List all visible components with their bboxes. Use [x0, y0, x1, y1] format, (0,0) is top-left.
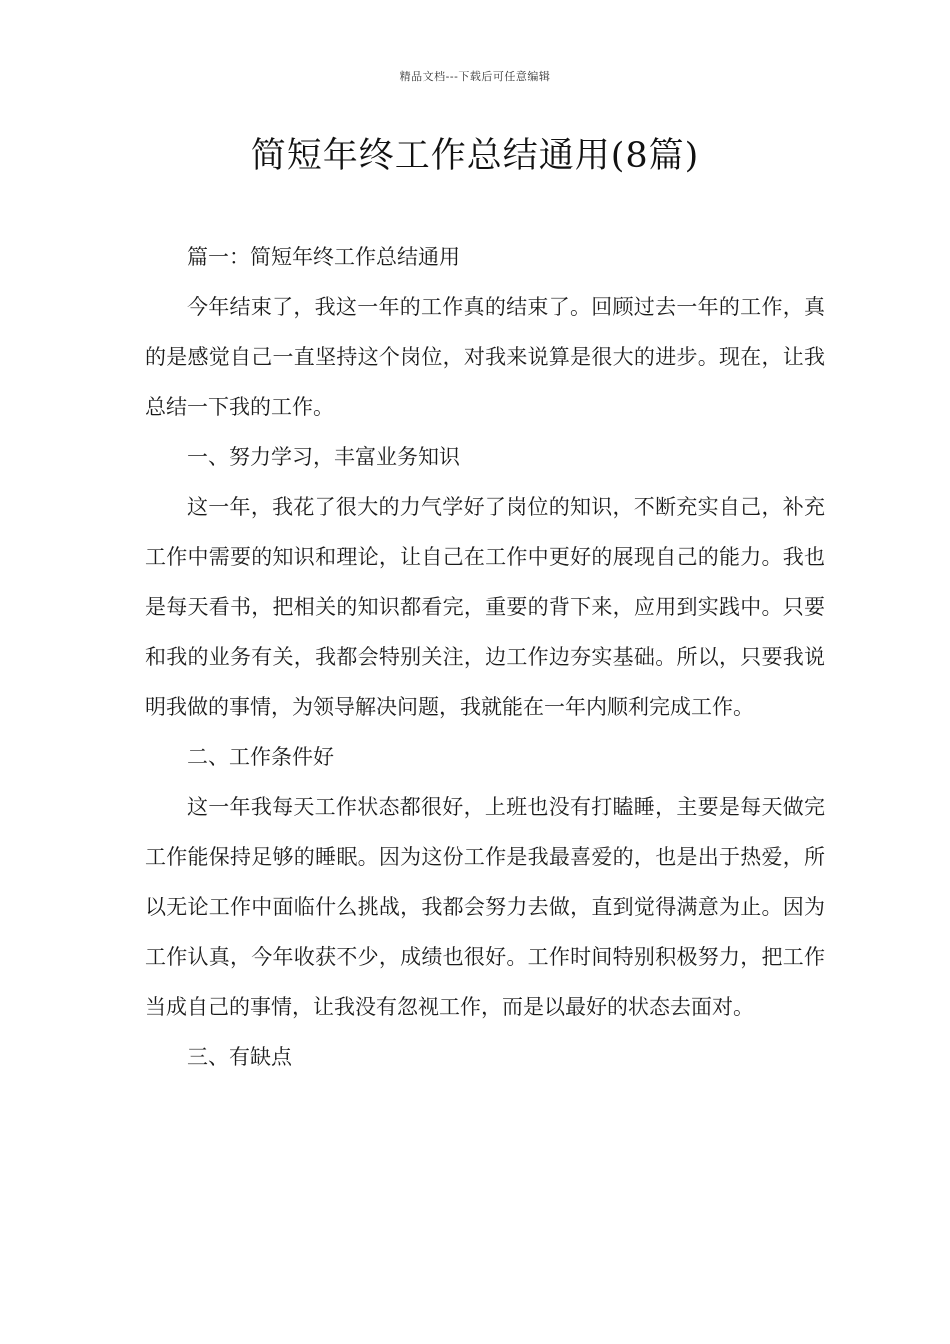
section-heading: 篇一：简短年终工作总结通用: [187, 245, 460, 269]
paragraph-2: 这一年我每天工作状态都很好，上班也没有打瞌睡，主要是每天做完工作能保持足够的睡眠。因为这份工作是我最喜爱的，也是出于热爱，所以无论工作中面临什么挑战，我都会努力去做，直到觉得满意为止。因为工作认真，今年收获不少，成绩也很好。工作时间特别积极努力，把工作当成自己的事情，让我没有忽视工作，而是以最好的状态去面对。: [145, 795, 825, 1019]
subheading-1: 一、努力学习，丰富业务知识: [187, 445, 460, 469]
document-body: [145, 232, 825, 1082]
subheading-3: 三、有缺点: [187, 1045, 292, 1069]
header-note: 精品文档---下载后可任意编辑: [399, 70, 551, 83]
paragraph-1: 这一年，我花了很大的力气学好了岗位的知识，不断充实自己，补充工作中需要的知识和理论，让自己在工作中更好的展现自己的能力。我也是每天看书，把相关的知识都看完，重要的背下来，应用到实践中。只要和我的业务有关，我都会特别关注，边工作边夯实基础。所以，只要我说明我做的事情，为领导解决问题，我就能在一年内顺利完成工作。: [145, 495, 825, 719]
subheading-2: 二、工作条件好: [187, 745, 334, 769]
document-title: 简短年终工作总结通用(8篇): [250, 136, 700, 176]
paragraph-intro: 今年结束了，我这一年的工作真的结束了。回顾过去一年的工作，真的是感觉自己一直坚持这个岗位，对我来说算是很大的进步。现在，让我总结一下我的工作。: [145, 295, 825, 419]
